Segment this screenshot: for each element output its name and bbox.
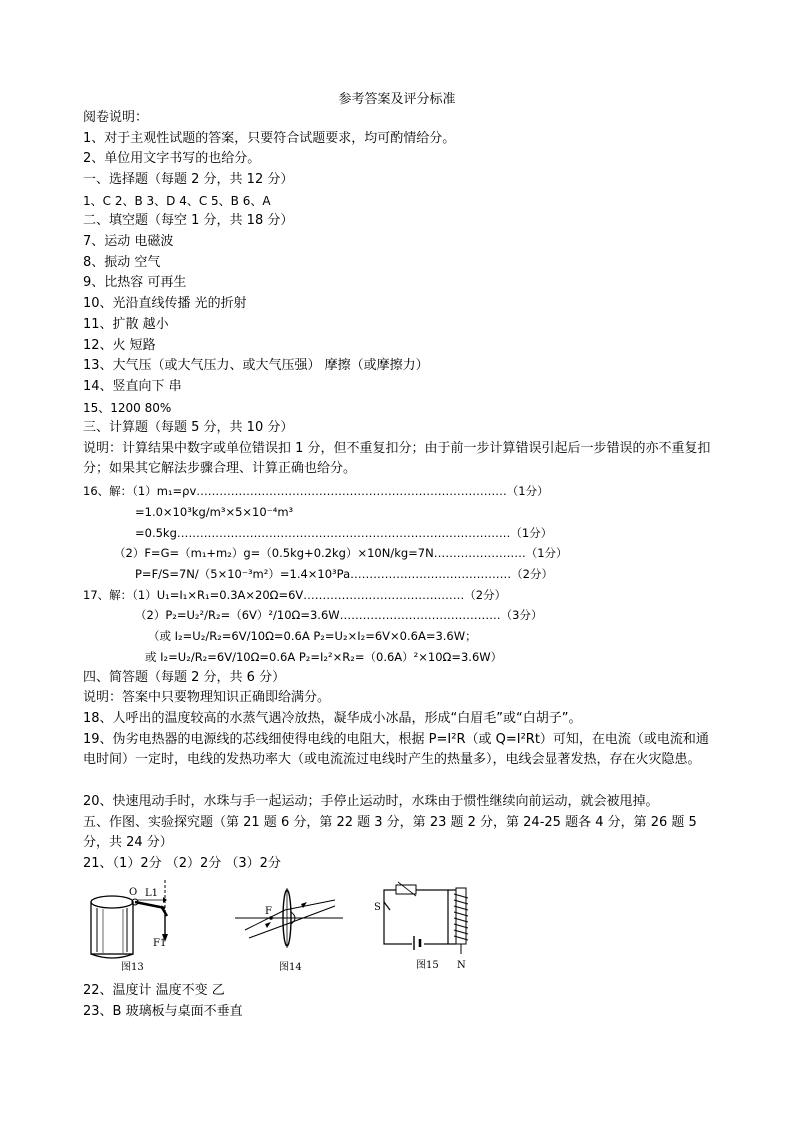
text-line: P=F/S=7N/（5×10⁻³m²）=1.4×10³Pa……………………………………（2分） <box>135 567 553 581</box>
text-line: 7、运动 电磁波 <box>83 234 174 249</box>
text-line: 18、人呼出的温度较高的水蒸气遇冷放热，凝华成小冰晶，形成“白眉毛”或“白胡子”。 <box>83 711 582 726</box>
text-line: 22、温度计 温度不变 乙 <box>83 983 225 998</box>
text-line: 1、C 2、B 3、D 4、C 5、B 6、A <box>83 194 271 208</box>
text-line: 8、振动 空气 <box>83 255 161 270</box>
text-line: 13、大气压（或大气压力、或大气压强） 摩擦（或摩擦力） <box>83 358 429 373</box>
text-line: 12、火 短路 <box>83 338 156 353</box>
text-line: 16、解：（1）m₁=ρv………………………………………………………………………（1分） <box>83 484 549 498</box>
text-line: 2、单位用文字书写的也给分。 <box>83 151 261 166</box>
fig13-label-l1: L1 <box>145 888 159 899</box>
text-line: 14、竖直向下 串 <box>83 379 182 394</box>
figure-14 <box>235 880 345 976</box>
circuit-diagram <box>372 880 482 972</box>
text-line: 19、伪劣电热器的电源线的芯线细使得电线的电阻大，根据 P=I²R（或 Q=I²Rt）可知，在电流（或电流和通电时间）一定时，电线的发热功率大（或电流流过电线时产生的热量多），电线会显著发热，存在火灾隐患。 <box>83 732 709 767</box>
section-heading: 五、作图、实验探究题（第 21 题 6 分，第 22 题 3 分，第 23 题 2 分，第 24-25 题各 4 分，第 26 题 5 分，共 24 分） <box>83 815 697 850</box>
text-line: 或 I₂=U₂/R₂=6V/10Ω=0.6A P₂=I₂²×R₂=（0.6A）²×10Ω=3.6W） <box>145 650 503 664</box>
text-line: 20、快速甩动手时，水珠与手一起运动；手停止运动时，水珠由于惯性继续向前运动，就会被甩掉。 <box>83 794 659 809</box>
fig15-caption: 图15 <box>416 960 439 971</box>
section-heading: 一、选择题（每题 2 分，共 12 分） <box>83 172 294 187</box>
text-line: （或 I₂=U₂/R₂=6V/10Ω=0.6A P₂=U₂×I₂=6V×0.6A=3.6W； <box>148 629 477 643</box>
fig13-caption: 图13 <box>121 962 144 972</box>
text-line: 10、光沿直线传播 光的折射 <box>83 296 247 311</box>
fig14-label-f: F <box>265 906 272 917</box>
text-line: 15、1200 80% <box>83 401 172 415</box>
fig15-label-s: S <box>374 902 381 913</box>
section-heading: 三、计算题（每题 5 分，共 10 分） <box>83 420 294 435</box>
fig13-label-f1: F1 <box>153 938 167 949</box>
text-line: （2）F=G=（m₁+m₂）g=（0.5kg+0.2kg）×10N/kg=7N……………………（1分） <box>114 546 568 560</box>
text-line: 17、解：（1）U₁=I₁×R₁=0.3A×20Ω=6V……………………………………（2分） <box>83 588 507 602</box>
text-line: 21、（1）2分 （2）2分 （3）2分 <box>83 856 281 871</box>
fig15-label-n: N <box>457 960 466 971</box>
fig14-caption: 图14 <box>279 962 302 972</box>
text-line: （2）P₂=U₂²/R₂=（6V）²/10Ω=3.6W……………………………………（3分） <box>135 608 543 622</box>
text-line: =0.5kg……………………………………………………………………………（1分） <box>135 526 553 540</box>
section-heading: 二、填空题（每空 1 分，共 18 分） <box>83 213 294 228</box>
figure-13 <box>85 880 185 976</box>
lens-diagram <box>235 880 345 972</box>
text-line: 23、B 玻璃板与桌面不垂直 <box>83 1004 243 1019</box>
section-heading: 四、简答题（每题 2 分，共 6 分） <box>83 670 286 685</box>
figure-15 <box>372 880 482 976</box>
fig13-label-o: O <box>129 887 138 898</box>
text-line: 说明：答案中只要物理知识正确即给满分。 <box>83 690 331 705</box>
text-line: =1.0×10³kg/m³×5×10⁻⁴m³ <box>135 505 294 519</box>
text-line: 1、对于主观性试题的答案，只要符合试题要求，均可酌情给分。 <box>83 131 456 146</box>
text-line: 说明：计算结果中数字或单位错误扣 1 分，但不重复扣分；由于前一步计算错误引起后一步错误的亦不重复扣分；如果其它解法步骤合理、计算正确也给分。 <box>83 441 711 476</box>
lever-diagram <box>85 880 185 972</box>
page-title: 参考答案及评分标准 <box>338 92 456 107</box>
text-line: 11、扩散 越小 <box>83 317 169 332</box>
text-line: 9、比热容 可再生 <box>83 275 187 290</box>
text-line: 阅卷说明： <box>83 110 149 125</box>
